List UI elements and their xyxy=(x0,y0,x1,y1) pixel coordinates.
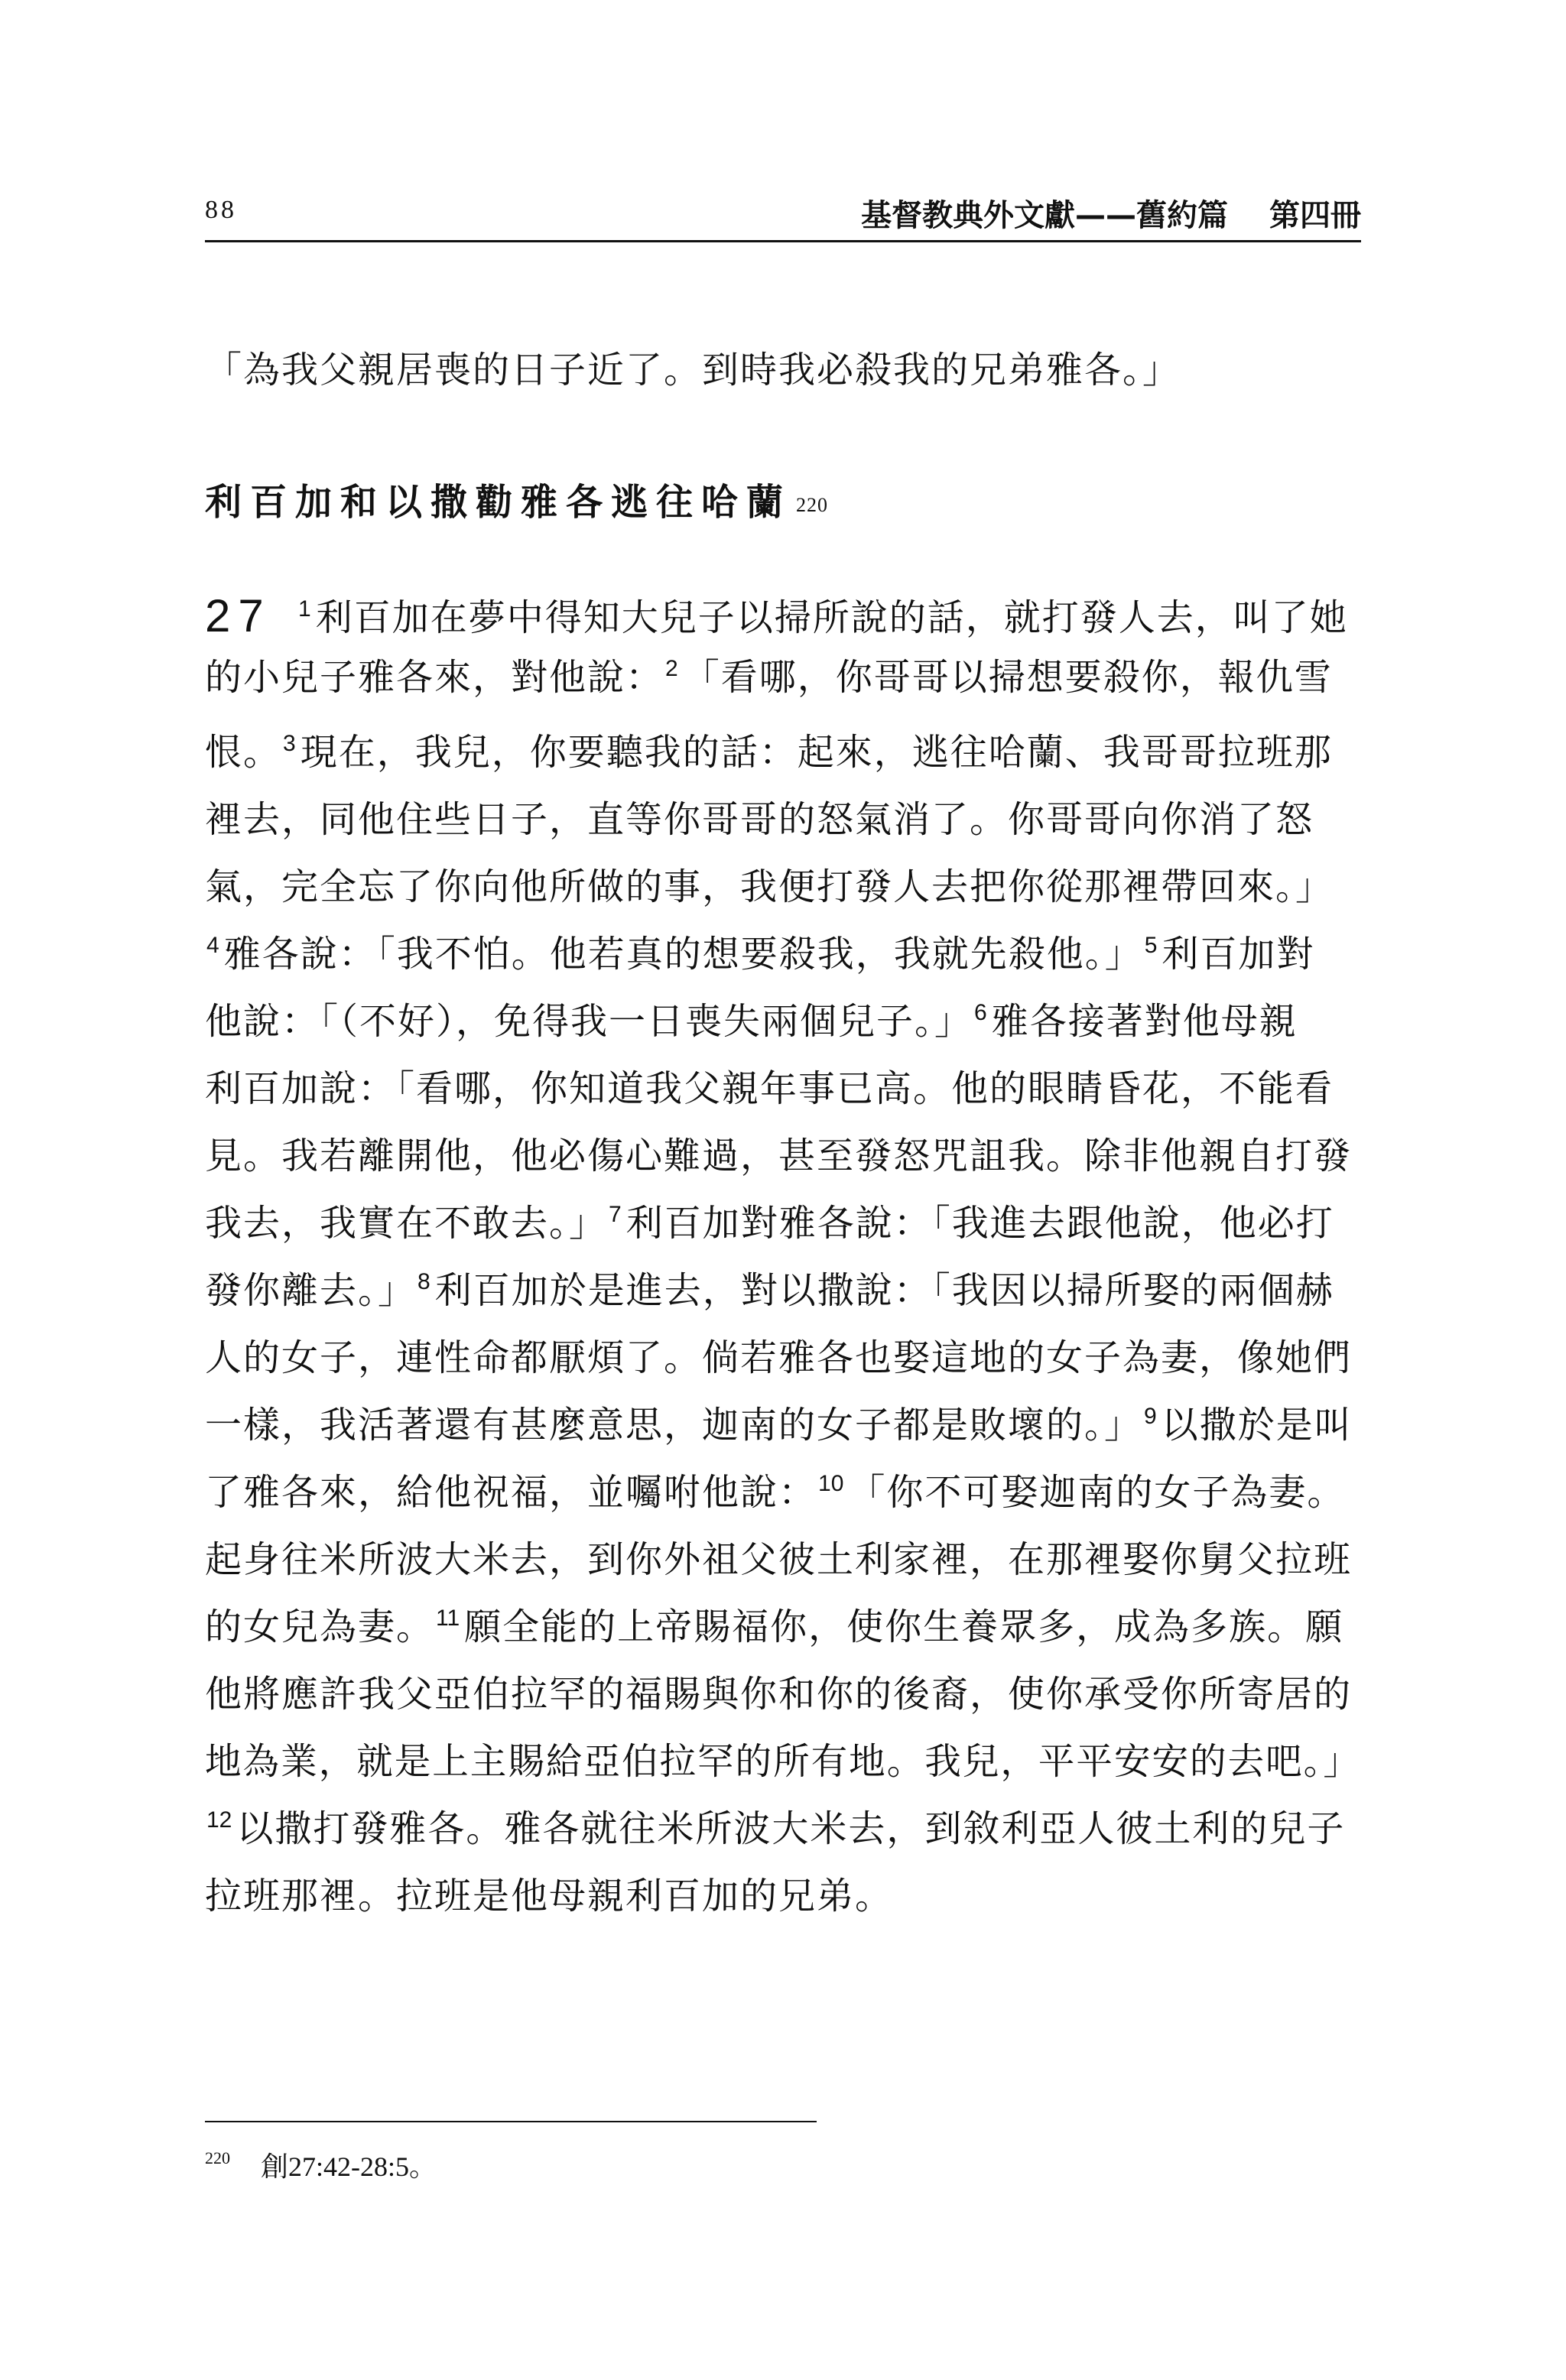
line-text: 利百加在夢中得知大兒子以掃所說的話，就打發人去，叫了她 xyxy=(315,596,1348,639)
line-text: 見。我若離開他，他必傷心難過，甚至發怒咒詛我。除非他親自打發 xyxy=(205,1135,1353,1177)
line-text: 「你不可娶迦南的女子為妻。 xyxy=(848,1471,1346,1514)
section-heading-text: 利百加和以撒勸雅各逃往哈蘭 xyxy=(205,481,792,524)
line-text: 利百加說：「看哪，你知道我父親年事已高。他的眼睛昏花，不能看 xyxy=(205,1067,1334,1110)
line-text: 他將應許我父亞伯拉罕的福賜與你和你的後裔，使你承受你所寄居的 xyxy=(205,1673,1353,1716)
line-text: 願全能的上帝賜福你，使你生養眾多，成為多族。願 xyxy=(464,1606,1344,1648)
opening-quote: 「為我父親居喪的日子近了。到時我必殺我的兄弟雅各。」 xyxy=(205,349,1181,391)
section-heading xyxy=(205,472,828,525)
volume-label: 第四冊 xyxy=(1269,198,1361,233)
line-text: 現在，我兒，你要聽我的話：起來，逃往哈蘭、我哥哥拉班那 xyxy=(300,731,1333,774)
text-line xyxy=(205,931,1314,977)
text-line xyxy=(205,1200,1334,1246)
text-line xyxy=(205,1066,1334,1112)
text-line xyxy=(205,654,1333,700)
line-text: 恨。 xyxy=(205,731,282,774)
verse-number: 1 xyxy=(298,596,311,622)
line-text: 地為業，就是上主賜給亞伯拉罕的所有地。我兒，平平安安的去吧。」 xyxy=(205,1740,1361,1783)
verse-number: 9 xyxy=(1144,1404,1157,1429)
line-text: 發你離去。」 xyxy=(205,1269,417,1312)
verse-number: 7 xyxy=(609,1202,622,1227)
text-line xyxy=(205,1469,1345,1515)
line-text: 利百加對 xyxy=(1162,933,1315,976)
line-text: 一樣，我活著還有甚麼意思，迦南的女子都是敗壞的。」 xyxy=(205,1404,1143,1447)
text-line xyxy=(205,1739,1361,1784)
line-text: 我去，我實在不敢去。」 xyxy=(205,1202,608,1245)
text-line xyxy=(205,1335,1352,1381)
running-title xyxy=(861,191,1361,235)
text-line xyxy=(205,590,1348,641)
line-text: 氣，完全忘了你向他所做的事，我便打發人去把你從那裡帶回來。」 xyxy=(205,865,1334,908)
footnote-text: 創27:42-28:5。 xyxy=(261,2151,437,2182)
line-text: 雅各接著對他母親 xyxy=(991,1000,1298,1043)
text-line xyxy=(205,1537,1352,1583)
verse-number: 2 xyxy=(665,656,678,681)
line-text: 的女兒為妻。 xyxy=(205,1606,435,1648)
verse-number: 3 xyxy=(283,731,296,756)
footnote-mark: 220 xyxy=(205,2148,230,2167)
text-line xyxy=(205,1133,1352,1179)
text-line xyxy=(205,1268,1334,1313)
verse-number: 10 xyxy=(818,1471,844,1496)
line-text: 利百加於是進去，對以撒說：「我因以掃所娶的兩個赫 xyxy=(434,1269,1334,1312)
text-line xyxy=(205,729,1333,775)
line-text: 人的女子，連性命都厭煩了。倘若雅各也娶這地的女子為妻，像她們 xyxy=(205,1336,1353,1379)
page-number: 88 xyxy=(205,196,237,224)
text-line xyxy=(205,1671,1352,1717)
line-text: 裡去，同他住些日子，直等你哥哥的怒氣消了。你哥哥向你消了怒 xyxy=(205,798,1314,841)
text-line xyxy=(205,1402,1353,1448)
line-text: 以撒打發雅各。雅各就往米所波大米去，到敘利亞人彼土利的兒子 xyxy=(236,1807,1346,1850)
verse-number: 11 xyxy=(436,1606,460,1631)
line-text: 了雅各來，給他祝福，並囑咐他說： xyxy=(205,1471,817,1514)
verse-number: 4 xyxy=(206,933,219,958)
verse-number: 5 xyxy=(1144,933,1158,958)
text-line xyxy=(205,1806,1345,1852)
text-line xyxy=(205,1604,1343,1650)
verse-number: 12 xyxy=(206,1807,232,1833)
line-text: 的小兒子雅各來，對他說： xyxy=(205,656,664,699)
text-line xyxy=(205,797,1314,843)
header-rule xyxy=(205,240,1361,242)
footnote-rule xyxy=(205,2121,817,2122)
line-text: 「看哪，你哥哥以掃想要殺你，報仇雪 xyxy=(682,656,1333,699)
line-text: 起身往米所波大米去，到你外祖父彼土利家裡，在那裡娶你舅父拉班 xyxy=(205,1538,1353,1581)
footnote xyxy=(205,2145,437,2184)
page-header xyxy=(205,191,1361,242)
text-line xyxy=(205,998,1298,1044)
line-text: 以撒於是叫 xyxy=(1161,1404,1353,1447)
line-text: 利百加對雅各說：「我進去跟他說，他必打 xyxy=(625,1202,1334,1245)
text-line xyxy=(205,864,1334,910)
line-text: 雅各說：「我不怕。他若真的想要殺我，我就先殺他。」 xyxy=(223,933,1143,976)
footnote-reference: 220 xyxy=(796,494,829,516)
chapter-number: 27 xyxy=(205,590,271,641)
verse-number: 6 xyxy=(974,1000,987,1025)
text-line xyxy=(205,1873,893,1919)
line-text: 拉班那裡。拉班是他母親利百加的兄弟。 xyxy=(205,1875,894,1917)
line-text: 他說：「（不好），免得我一日喪失兩個兒子。」 xyxy=(205,1000,973,1043)
book-title: 基督教典外文獻——舊約篇 xyxy=(861,198,1228,233)
verse-number: 8 xyxy=(417,1269,430,1294)
